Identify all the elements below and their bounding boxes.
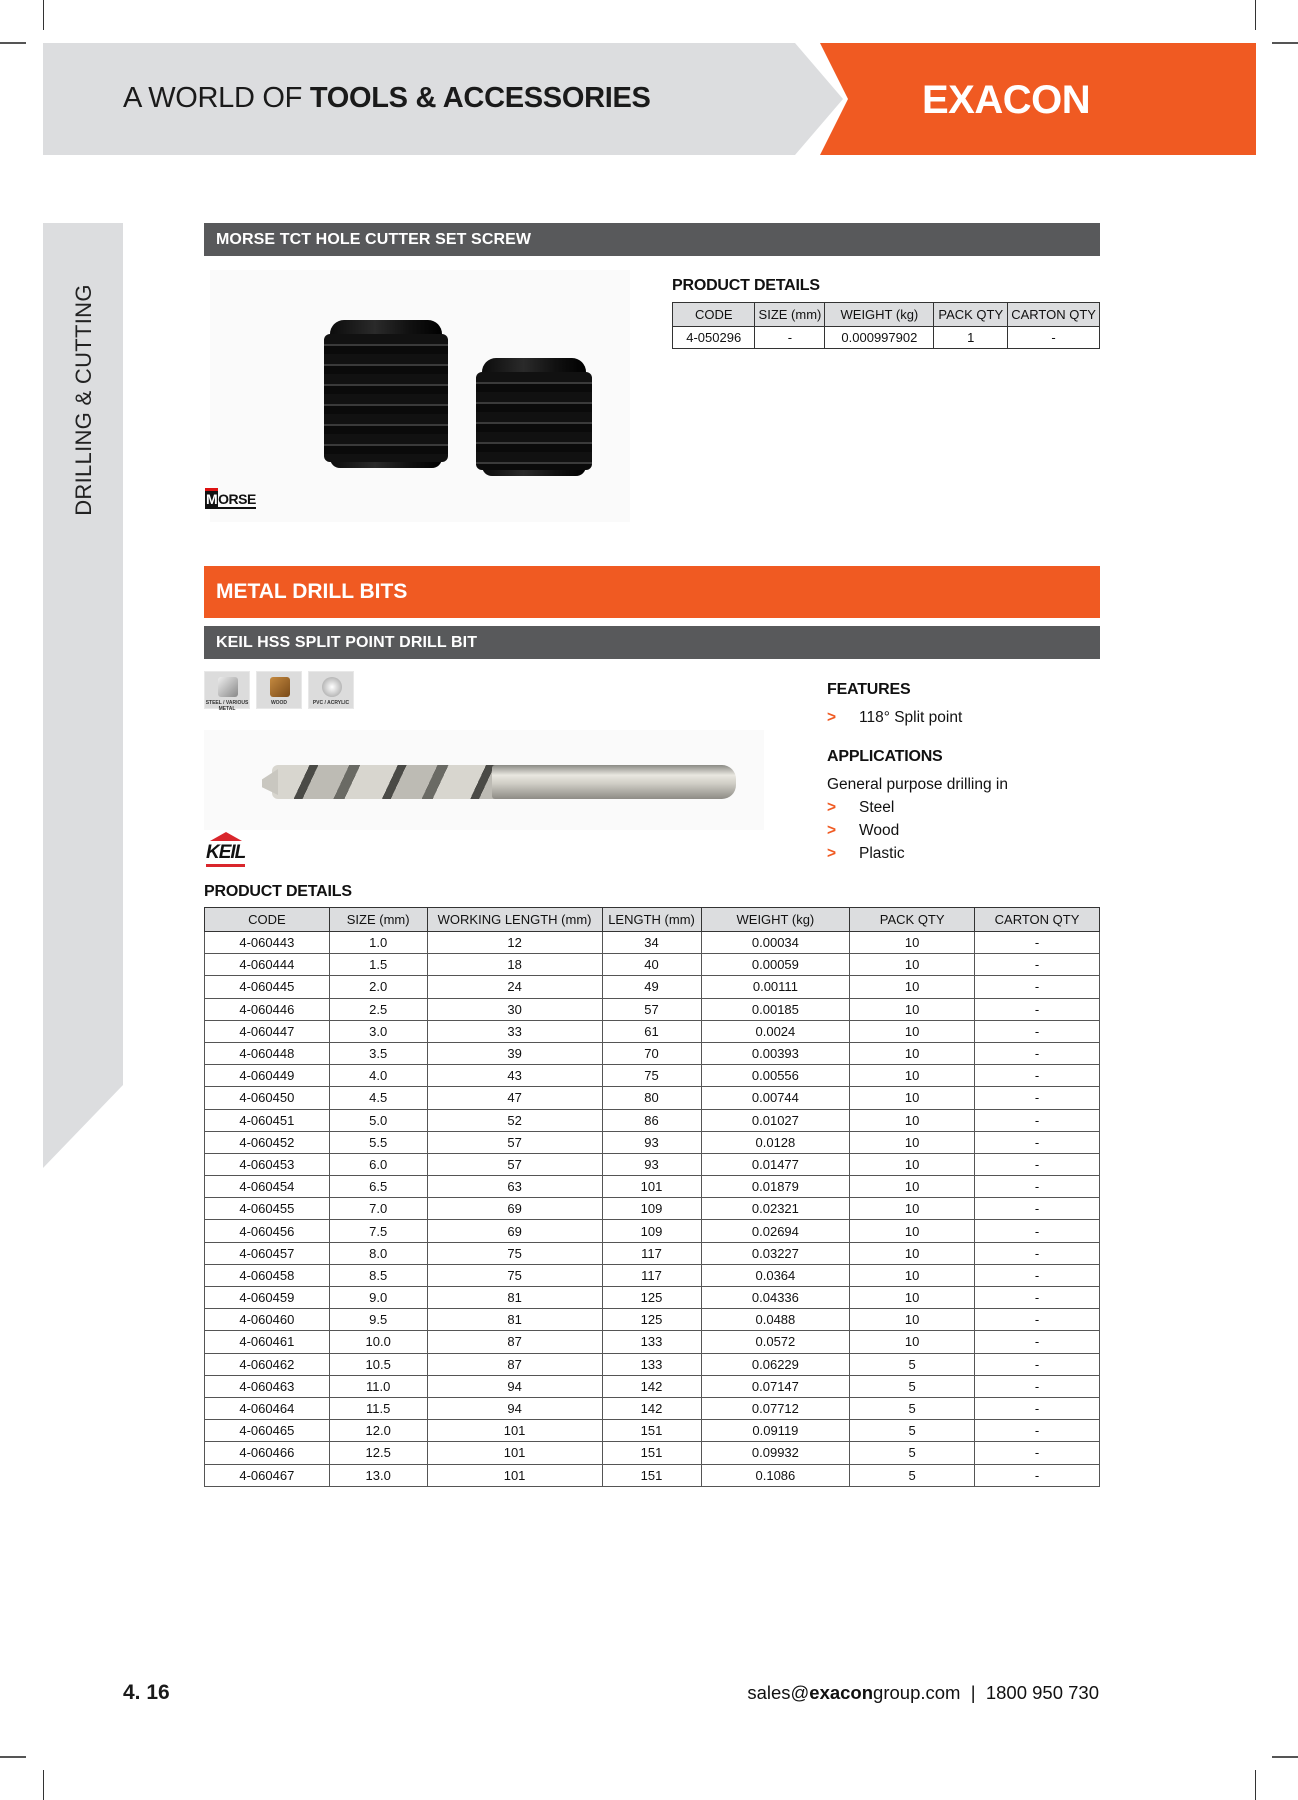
drill-flute — [272, 765, 502, 799]
table-row — [205, 1264, 1100, 1286]
cell-size: 2.5 — [329, 998, 427, 1020]
crop-mark — [1272, 1756, 1298, 1758]
cell-size: 2.0 — [329, 976, 427, 998]
cell-working-length: 69 — [427, 1198, 602, 1220]
cell-code: 4-060457 — [205, 1242, 330, 1264]
cell-weight: 0.00034 — [701, 932, 850, 954]
crop-mark — [43, 0, 44, 30]
cell-size: 7.5 — [329, 1220, 427, 1242]
cell-pack-qty: 10 — [850, 1153, 975, 1175]
section-side-label: DRILLING & CUTTING — [71, 284, 96, 516]
cell-carton-qty: - — [975, 1220, 1100, 1242]
cell-size: 1.5 — [329, 954, 427, 976]
feature-item — [827, 709, 962, 727]
feature-text: 118° Split point — [859, 709, 963, 726]
cell-pack-qty: 10 — [850, 954, 975, 976]
cell-working-length: 18 — [427, 954, 602, 976]
cell-code: 4-060458 — [205, 1264, 330, 1286]
cell-pack-qty: 10 — [850, 1287, 975, 1309]
cell-weight: 0.000997902 — [825, 327, 934, 349]
cell-carton-qty: - — [975, 1065, 1100, 1087]
cell-carton-qty: - — [975, 954, 1100, 976]
cell-carton-qty: - — [975, 1353, 1100, 1375]
table-row — [205, 1131, 1100, 1153]
cell-length: 49 — [602, 976, 701, 998]
cell-size: 7.0 — [329, 1198, 427, 1220]
cell-weight: 0.00059 — [701, 954, 850, 976]
cell-code: 4-060447 — [205, 1020, 330, 1042]
morse-logo-text: ORSE — [218, 491, 256, 507]
column-header: PACK QTY — [850, 908, 975, 932]
table-row — [205, 1220, 1100, 1242]
cell-pack-qty: 10 — [850, 1020, 975, 1042]
cell-code: 4-060465 — [205, 1420, 330, 1442]
cell-code: 4-060453 — [205, 1153, 330, 1175]
table-row — [205, 1375, 1100, 1397]
product-details-table — [672, 302, 1100, 349]
cell-weight: 0.00111 — [701, 976, 850, 998]
cell-weight: 0.01879 — [701, 1176, 850, 1198]
product-details-table — [204, 907, 1100, 1487]
cell-weight: 0.00556 — [701, 1065, 850, 1087]
cell-length: 101 — [602, 1176, 701, 1198]
chevron-right-icon: > — [827, 822, 837, 839]
application-item — [827, 822, 899, 840]
cell-weight: 0.07147 — [701, 1375, 850, 1397]
steel-various-metal-icon — [204, 671, 250, 712]
cell-code: 4-060444 — [205, 954, 330, 976]
cell-length: 151 — [602, 1464, 701, 1486]
cell-size: 6.5 — [329, 1176, 427, 1198]
table-row — [205, 1020, 1100, 1042]
cell-working-length: 30 — [427, 998, 602, 1020]
cell-code: 4-060466 — [205, 1442, 330, 1464]
cell-code: 4-060462 — [205, 1353, 330, 1375]
cell-length: 75 — [602, 1065, 701, 1087]
cell-working-length: 87 — [427, 1331, 602, 1353]
cell-code: 4-060452 — [205, 1131, 330, 1153]
cell-weight: 0.09932 — [701, 1442, 850, 1464]
cell-weight: 0.07712 — [701, 1397, 850, 1419]
cell-length: 57 — [602, 998, 701, 1020]
cell-size: 4.0 — [329, 1065, 427, 1087]
table-row — [205, 1176, 1100, 1198]
features-heading: FEATURES — [827, 681, 911, 698]
column-header: PACK QTY — [934, 303, 1008, 327]
cell-pack-qty: 5 — [850, 1375, 975, 1397]
cell-code: 4-060460 — [205, 1309, 330, 1331]
keil-logo: KEIL — [206, 842, 246, 863]
cell-weight: 0.0364 — [701, 1264, 850, 1286]
cell-length: 117 — [602, 1242, 701, 1264]
chevron-right-icon: > — [827, 799, 837, 816]
column-header: LENGTH (mm) — [602, 908, 701, 932]
column-header: CARTON QTY — [1008, 303, 1100, 327]
cell-length: 109 — [602, 1198, 701, 1220]
cell-weight: 0.0488 — [701, 1309, 850, 1331]
crop-mark — [43, 1770, 44, 1800]
cell-pack-qty: 10 — [850, 1242, 975, 1264]
material-icon-label: PVC / ACRYLIC — [312, 700, 350, 706]
cell-pack-qty: 10 — [850, 1176, 975, 1198]
cell-carton-qty: - — [975, 1264, 1100, 1286]
cell-carton-qty: - — [1008, 327, 1100, 349]
cell-weight: 0.03227 — [701, 1242, 850, 1264]
cell-working-length: 57 — [427, 1153, 602, 1175]
cell-carton-qty: - — [975, 1464, 1100, 1486]
crop-mark — [1255, 0, 1256, 30]
cell-carton-qty: - — [975, 1020, 1100, 1042]
table-row — [205, 1464, 1100, 1486]
set-screws-image — [210, 270, 630, 522]
cell-carton-qty: - — [975, 1287, 1100, 1309]
cell-pack-qty: 10 — [850, 1042, 975, 1064]
cell-carton-qty: - — [975, 1242, 1100, 1264]
column-header: WORKING LENGTH (mm) — [427, 908, 602, 932]
product-details-heading: PRODUCT DETAILS — [672, 277, 820, 294]
table-row — [205, 954, 1100, 976]
exacon-logo: EXACON — [922, 78, 1091, 122]
application-item — [827, 845, 905, 863]
cell-size: 8.0 — [329, 1242, 427, 1264]
cell-length: 142 — [602, 1375, 701, 1397]
cell-length: 34 — [602, 932, 701, 954]
cell-carton-qty: - — [975, 998, 1100, 1020]
cell-size: - — [755, 327, 825, 349]
table-row — [205, 1198, 1100, 1220]
cell-length: 125 — [602, 1309, 701, 1331]
cell-carton-qty: - — [975, 932, 1100, 954]
cell-working-length: 101 — [427, 1464, 602, 1486]
column-header: CODE — [205, 908, 330, 932]
cell-length: 133 — [602, 1331, 701, 1353]
cell-carton-qty: - — [975, 1375, 1100, 1397]
cell-pack-qty: 10 — [850, 1309, 975, 1331]
cell-code: 4-060454 — [205, 1176, 330, 1198]
cell-carton-qty: - — [975, 1131, 1100, 1153]
cell-weight: 0.0024 — [701, 1020, 850, 1042]
cell-size: 12.5 — [329, 1442, 427, 1464]
table-row — [673, 327, 1100, 349]
cell-code: 4-060464 — [205, 1397, 330, 1419]
cell-weight: 0.0572 — [701, 1331, 850, 1353]
cell-code: 4-060449 — [205, 1065, 330, 1087]
cell-pack-qty: 10 — [850, 1331, 975, 1353]
table-row — [205, 1397, 1100, 1419]
application-text: Steel — [859, 799, 895, 816]
cell-weight: 0.02694 — [701, 1220, 850, 1242]
cell-length: 151 — [602, 1420, 701, 1442]
product-title-bar: MORSE TCT HOLE CUTTER SET SCREW — [204, 223, 1100, 256]
column-header: SIZE (mm) — [755, 303, 825, 327]
cell-carton-qty: - — [975, 1309, 1100, 1331]
cell-code: 4-060448 — [205, 1042, 330, 1064]
cell-working-length: 52 — [427, 1109, 602, 1131]
cell-carton-qty: - — [975, 1397, 1100, 1419]
cell-size: 3.0 — [329, 1020, 427, 1042]
cell-working-length: 47 — [427, 1087, 602, 1109]
header-title-prefix: A WORLD OF — [123, 82, 303, 114]
cell-pack-qty: 10 — [850, 1198, 975, 1220]
cell-size: 6.0 — [329, 1153, 427, 1175]
cell-code: 4-050296 — [673, 327, 755, 349]
table-header-row — [205, 908, 1100, 932]
crop-mark — [0, 42, 26, 44]
cell-length: 151 — [602, 1442, 701, 1464]
contact-info — [747, 1682, 1099, 1704]
drill-bit-graphic — [262, 763, 736, 801]
chevron-right-icon: > — [827, 845, 837, 862]
cell-size: 5.0 — [329, 1109, 427, 1131]
application-text: Wood — [859, 822, 900, 839]
header-title-bold: TOOLS & ACCESSORIES — [309, 82, 651, 114]
cell-size: 12.0 — [329, 1420, 427, 1442]
cell-length: 80 — [602, 1087, 701, 1109]
cell-working-length: 81 — [427, 1287, 602, 1309]
product-title-bar: KEIL HSS SPLIT POINT DRILL BIT — [204, 626, 1100, 659]
table-row — [205, 1420, 1100, 1442]
table-row — [205, 976, 1100, 998]
email-suffix: group.com — [873, 1682, 961, 1703]
pvc-glyph — [322, 677, 342, 697]
cell-working-length: 63 — [427, 1176, 602, 1198]
table-row — [205, 1153, 1100, 1175]
cell-carton-qty: - — [975, 1442, 1100, 1464]
table-row — [205, 1242, 1100, 1264]
cell-working-length: 33 — [427, 1020, 602, 1042]
cell-weight: 0.09119 — [701, 1420, 850, 1442]
cell-pack-qty: 10 — [850, 1264, 975, 1286]
cell-weight: 0.00393 — [701, 1042, 850, 1064]
table-row — [205, 1442, 1100, 1464]
cell-carton-qty: - — [975, 1042, 1100, 1064]
cell-pack-qty: 10 — [850, 976, 975, 998]
cell-working-length: 75 — [427, 1242, 602, 1264]
table-row — [205, 1109, 1100, 1131]
contact-phone: 1800 950 730 — [985, 1682, 1099, 1703]
column-header: WEIGHT (kg) — [701, 908, 850, 932]
contact-email[interactable] — [747, 1682, 960, 1703]
cell-carton-qty: - — [975, 976, 1100, 998]
cell-size: 5.5 — [329, 1131, 427, 1153]
cell-size: 4.5 — [329, 1087, 427, 1109]
cell-code: 4-060451 — [205, 1109, 330, 1131]
cell-working-length: 75 — [427, 1264, 602, 1286]
page-number: 4. 16 — [123, 1681, 170, 1704]
crop-mark — [1272, 42, 1298, 44]
column-header: CARTON QTY — [975, 908, 1100, 932]
column-header: SIZE (mm) — [329, 908, 427, 932]
applications-heading: APPLICATIONS — [827, 748, 943, 765]
cell-pack-qty: 5 — [850, 1420, 975, 1442]
category-title-bar: METAL DRILL BITS — [204, 566, 1100, 618]
table-row — [205, 932, 1100, 954]
cell-length: 93 — [602, 1131, 701, 1153]
chevron-right-icon: > — [827, 709, 837, 726]
table-row — [205, 1087, 1100, 1109]
drill-shank — [492, 765, 736, 799]
table-row — [205, 998, 1100, 1020]
cell-carton-qty: - — [975, 1109, 1100, 1131]
cell-pack-qty: 5 — [850, 1464, 975, 1486]
table-row — [205, 1331, 1100, 1353]
cell-carton-qty: - — [975, 1420, 1100, 1442]
cell-weight: 0.02321 — [701, 1198, 850, 1220]
cell-working-length: 69 — [427, 1220, 602, 1242]
wood-glyph — [270, 677, 290, 697]
drill-tip — [262, 769, 278, 795]
material-icon-label: STEEL / VARIOUS METAL — [205, 700, 249, 712]
crop-mark — [1255, 1770, 1256, 1800]
cell-size: 9.5 — [329, 1309, 427, 1331]
cell-size: 13.0 — [329, 1464, 427, 1486]
cell-carton-qty: - — [975, 1087, 1100, 1109]
pvc-acrylic-icon — [308, 671, 354, 709]
cell-length: 142 — [602, 1397, 701, 1419]
table-row — [205, 1309, 1100, 1331]
cell-code: 4-060446 — [205, 998, 330, 1020]
cell-pack-qty: 1 — [934, 327, 1008, 349]
cell-weight: 0.04336 — [701, 1287, 850, 1309]
cell-working-length: 87 — [427, 1353, 602, 1375]
cell-working-length: 101 — [427, 1442, 602, 1464]
wood-icon — [256, 671, 302, 709]
cell-size: 1.0 — [329, 932, 427, 954]
cell-weight: 0.01477 — [701, 1153, 850, 1175]
cell-length: 109 — [602, 1220, 701, 1242]
cell-length: 133 — [602, 1353, 701, 1375]
cell-carton-qty: - — [975, 1331, 1100, 1353]
applications-intro: General purpose drilling in — [827, 776, 1008, 793]
cell-weight: 0.01027 — [701, 1109, 850, 1131]
cell-pack-qty: 5 — [850, 1353, 975, 1375]
cell-length: 61 — [602, 1020, 701, 1042]
cell-pack-qty: 10 — [850, 932, 975, 954]
cell-code: 4-060456 — [205, 1220, 330, 1242]
column-header: CODE — [673, 303, 755, 327]
crop-mark — [0, 1756, 26, 1758]
morse-logo: MORSE — [205, 488, 256, 509]
cell-working-length: 57 — [427, 1131, 602, 1153]
cell-pack-qty: 10 — [850, 1087, 975, 1109]
cell-size: 10.0 — [329, 1331, 427, 1353]
cell-pack-qty: 10 — [850, 1065, 975, 1087]
cell-code: 4-060459 — [205, 1287, 330, 1309]
cell-code: 4-060455 — [205, 1198, 330, 1220]
cell-code: 4-060450 — [205, 1087, 330, 1109]
cell-working-length: 12 — [427, 932, 602, 954]
email-bold: exacon — [809, 1682, 874, 1703]
cell-carton-qty: - — [975, 1198, 1100, 1220]
table-header-row — [673, 303, 1100, 327]
cell-pack-qty: 10 — [850, 1109, 975, 1131]
table-row — [205, 1287, 1100, 1309]
steel-glyph — [218, 677, 238, 697]
set-screw-small — [482, 358, 586, 476]
table-row — [205, 1065, 1100, 1087]
cell-working-length: 101 — [427, 1420, 602, 1442]
cell-pack-qty: 10 — [850, 1220, 975, 1242]
cell-pack-qty: 5 — [850, 1442, 975, 1464]
cell-length: 86 — [602, 1109, 701, 1131]
email-prefix: sales@ — [747, 1682, 810, 1703]
cell-working-length: 39 — [427, 1042, 602, 1064]
cell-pack-qty: 5 — [850, 1397, 975, 1419]
cell-weight: 0.0128 — [701, 1131, 850, 1153]
cell-weight: 0.00185 — [701, 998, 850, 1020]
cell-weight: 0.1086 — [701, 1464, 850, 1486]
cell-size: 8.5 — [329, 1264, 427, 1286]
cell-code: 4-060461 — [205, 1331, 330, 1353]
table-row — [205, 1042, 1100, 1064]
application-item — [827, 799, 894, 817]
cell-size: 11.5 — [329, 1397, 427, 1419]
cell-code: 4-060463 — [205, 1375, 330, 1397]
cell-carton-qty: - — [975, 1153, 1100, 1175]
column-header: WEIGHT (kg) — [825, 303, 934, 327]
cell-code: 4-060445 — [205, 976, 330, 998]
set-screw-large — [330, 320, 442, 468]
cell-working-length: 81 — [427, 1309, 602, 1331]
cell-length: 117 — [602, 1264, 701, 1286]
cell-length: 70 — [602, 1042, 701, 1064]
contact-separator: | — [970, 1682, 976, 1703]
application-text: Plastic — [859, 845, 905, 862]
cell-size: 10.5 — [329, 1353, 427, 1375]
cell-length: 93 — [602, 1153, 701, 1175]
cell-size: 9.0 — [329, 1287, 427, 1309]
cell-working-length: 24 — [427, 976, 602, 998]
cell-code: 4-060467 — [205, 1464, 330, 1486]
table-row — [205, 1353, 1100, 1375]
cell-working-length: 43 — [427, 1065, 602, 1087]
cell-code: 4-060443 — [205, 932, 330, 954]
cell-size: 11.0 — [329, 1375, 427, 1397]
cell-size: 3.5 — [329, 1042, 427, 1064]
header-title — [123, 82, 651, 115]
cell-pack-qty: 10 — [850, 1131, 975, 1153]
cell-carton-qty: - — [975, 1176, 1100, 1198]
cell-length: 40 — [602, 954, 701, 976]
cell-working-length: 94 — [427, 1397, 602, 1419]
product-details-heading: PRODUCT DETAILS — [204, 883, 352, 900]
material-icon-label: WOOD — [270, 700, 288, 706]
cell-working-length: 94 — [427, 1375, 602, 1397]
cell-weight: 0.06229 — [701, 1353, 850, 1375]
cell-length: 125 — [602, 1287, 701, 1309]
cell-pack-qty: 10 — [850, 998, 975, 1020]
cell-weight: 0.00744 — [701, 1087, 850, 1109]
